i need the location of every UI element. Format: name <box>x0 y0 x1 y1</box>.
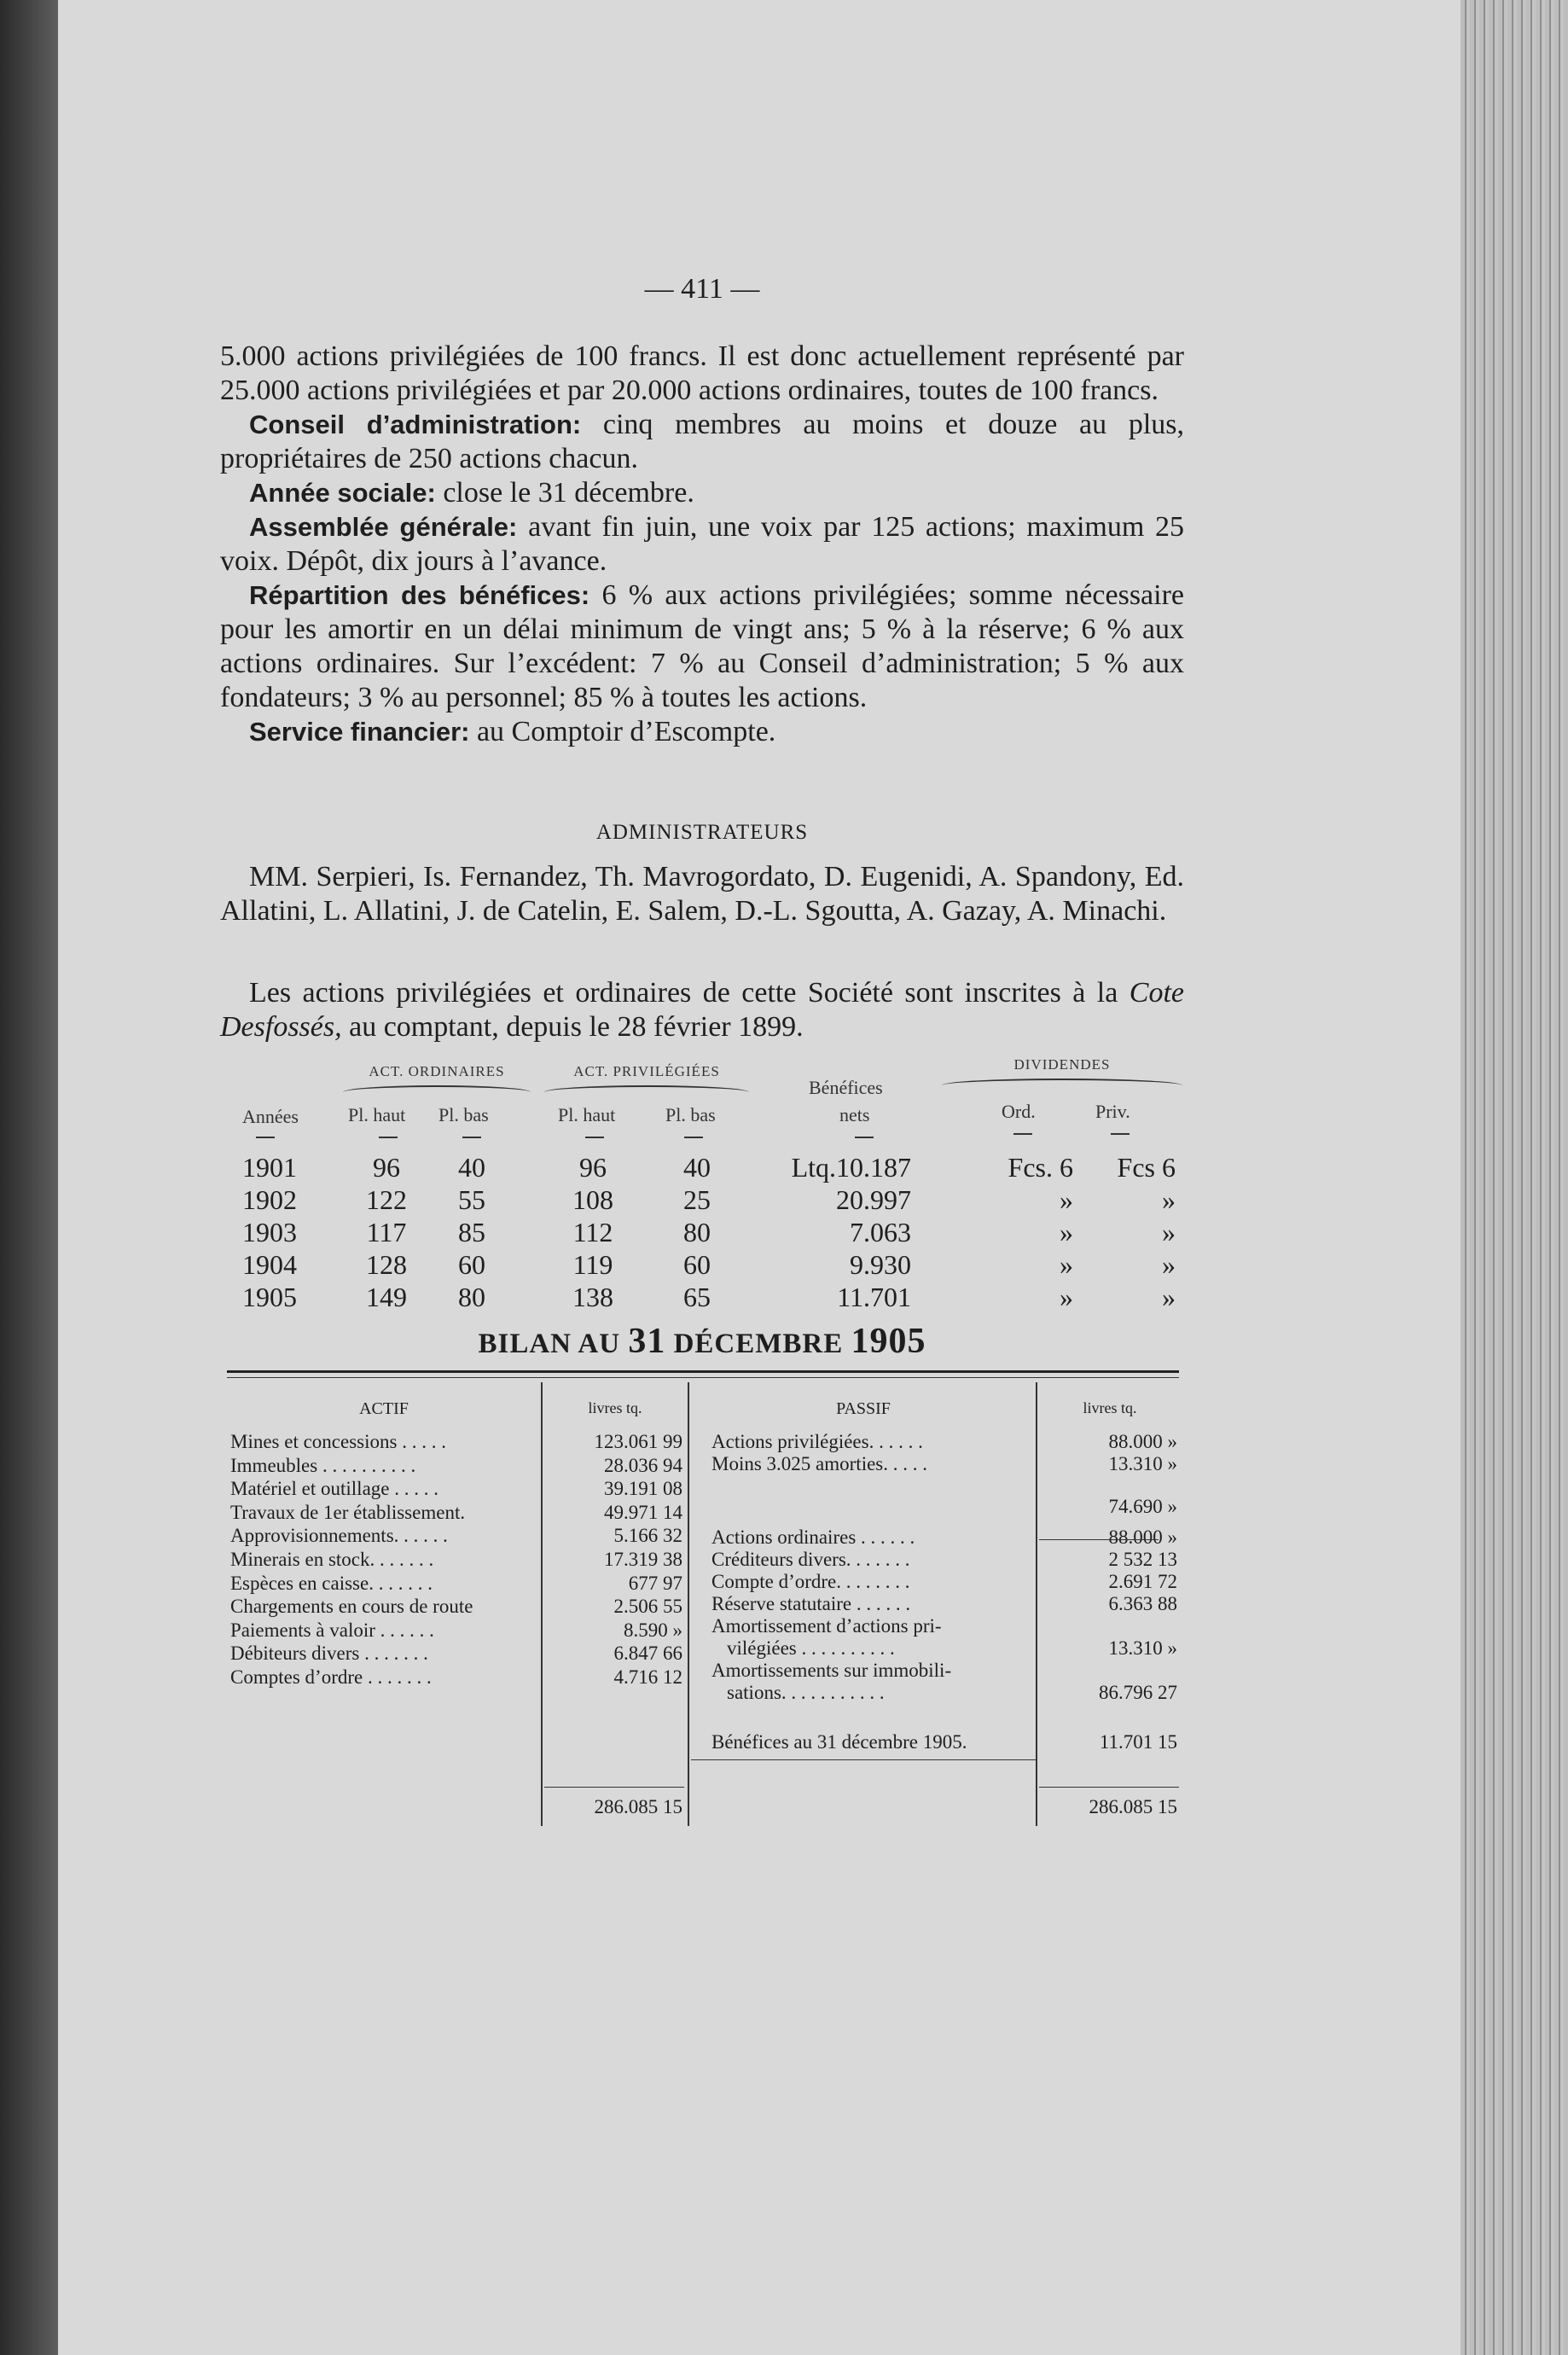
bilan-title-prefix: BILAN AU <box>478 1329 629 1359</box>
cell-priv-haut: 108 <box>572 1184 613 1215</box>
actif-value: 49.971 14 <box>604 1501 682 1523</box>
actif-value: 17.319 38 <box>604 1549 682 1570</box>
passif-value: 13.310 » <box>1108 1453 1177 1474</box>
cell-div-priv: Fcs 6 <box>1117 1152 1176 1183</box>
passif-label: Réserve statutaire . . . . . . <box>711 1593 911 1614</box>
actif-value: 8.590 » <box>624 1619 682 1641</box>
passif-header: PASSIF <box>836 1399 891 1418</box>
actif-label: Travaux de 1er établissement. <box>230 1501 466 1523</box>
passif-label: Actions privilégiées. . . . . . <box>711 1431 923 1452</box>
actif-label: Immeubles . . . . . . . . . . <box>230 1454 416 1476</box>
cell-ord-bas: 60 <box>458 1249 485 1280</box>
passif-label: sations. . . . . . . . . . . <box>727 1682 885 1703</box>
group-ordinaires: ACT. ORDINAIRES <box>369 1063 505 1079</box>
passif-value: 11.701 15 <box>1099 1731 1177 1753</box>
dash <box>585 1137 604 1138</box>
annee-line <box>220 477 694 509</box>
cell-benefices: 20.997 <box>836 1184 911 1215</box>
cell-priv-bas: 25 <box>683 1184 711 1215</box>
cell-ord-bas: 40 <box>458 1152 485 1183</box>
cell-div-ord: » <box>1060 1282 1073 1312</box>
cell-priv-bas: 40 <box>683 1152 711 1183</box>
cell-ord-haut: 117 <box>366 1217 407 1247</box>
passif-label: Bénéfices au 31 décembre 1905. <box>711 1731 967 1753</box>
cell-div-ord: » <box>1060 1249 1073 1280</box>
service-line <box>220 716 775 747</box>
cell-ord-bas: 85 <box>458 1217 485 1247</box>
bilan-title <box>220 1321 1184 1362</box>
history-row <box>220 1249 1184 1283</box>
actif-value: 39.191 08 <box>604 1478 682 1500</box>
actif-label: Paiements à valoir . . . . . . <box>230 1619 434 1641</box>
actif-label: Chargements en cours de route <box>230 1596 473 1618</box>
cell-priv-bas: 65 <box>683 1282 711 1312</box>
cell-div-ord: » <box>1060 1184 1073 1215</box>
bilan-top-rule-thin <box>227 1377 1179 1378</box>
dash <box>1013 1133 1032 1135</box>
bilan-top-rule <box>227 1370 1179 1373</box>
cell-ord-haut: 128 <box>366 1249 407 1280</box>
cell-priv-haut: 112 <box>572 1217 613 1247</box>
repartition-line <box>220 579 1184 713</box>
passif-label: Compte d’ordre. . . . . . . . <box>711 1571 910 1592</box>
conseil-line <box>220 409 1184 474</box>
assemblee-label: Assemblée générale: <box>249 512 518 542</box>
administrateurs-names: MM. Serpieri, Is. Fernandez, Th. Mavrogordato, D. Eugenidi, A. Spandony, Ed. Allatini, L. Allatini, J. de Catelin, E. Salem, D.-L. Sgoutta, A. Gazay, A. Minachi. <box>220 861 1184 927</box>
actif-label: Espèces en caisse. . . . . . . <box>230 1572 433 1594</box>
actif-total-rule <box>544 1787 684 1788</box>
actif-label: Débiteurs divers . . . . . . . <box>230 1643 428 1665</box>
administrateurs-heading: ADMINISTRATEURS <box>595 821 809 844</box>
dash <box>462 1137 481 1138</box>
brace-dividendes <box>942 1079 1182 1092</box>
cell-ord-bas: 55 <box>458 1184 485 1215</box>
service-label: Service financier: <box>249 717 470 747</box>
intro-text: 5.000 actions privilégiées de 100 francs. Il est donc actuellement représenté par 25.000 actions privilégiées et par 20.000 actions ordinaires, toutes de 100 francs. <box>220 340 1184 406</box>
passif-bottom-rule <box>691 1759 1036 1760</box>
cote-before: Les actions privilégiées et ordinaires de cette Société sont inscrites à la <box>249 977 1130 1009</box>
cell-benefices: 11.701 <box>837 1282 911 1312</box>
cell-benefices: 7.063 <box>850 1217 911 1247</box>
col-pl-haut-priv: Pl. haut <box>558 1104 616 1125</box>
passif-unit: livres tq. <box>1083 1399 1137 1416</box>
passif-subtotal-rule <box>1039 1539 1159 1540</box>
cell-div-priv: » <box>1162 1282 1176 1312</box>
brace-ordinaires <box>343 1085 531 1099</box>
passif-label: Amortissement d’actions pri- <box>711 1615 942 1637</box>
cell-priv-haut: 96 <box>579 1152 607 1183</box>
dash <box>379 1137 398 1138</box>
page-edges <box>1461 0 1568 2355</box>
cell-priv-haut: 138 <box>572 1282 613 1312</box>
actif-value: 123.061 99 <box>594 1431 682 1452</box>
cell-year: 1904 <box>242 1249 297 1280</box>
cote-italic: Cote Desfossés, <box>220 977 1184 1043</box>
passif-value: 88.000 » <box>1108 1526 1177 1548</box>
repartition-text: 6 % aux actions privilégiées; somme nécessaire pour les amortir en un délai minimum de vingt ans; 5 % à la réserve; 6 % aux actions ordinaires. Sur l’excédent: 7 % au Conseil d’administration; 5 % aux fondateurs; 3 % au personnel; 85 % à toutes les actions. <box>220 579 1184 713</box>
cell-div-ord: » <box>1060 1217 1073 1247</box>
history-row <box>220 1152 1184 1186</box>
page-number: — 411 — <box>644 273 760 305</box>
cell-year: 1903 <box>242 1217 297 1247</box>
col-pl-haut-ord: Pl. haut <box>348 1104 406 1125</box>
cell-div-ord: Fcs. 6 <box>1008 1152 1073 1183</box>
actif-value: 28.036 94 <box>604 1454 682 1476</box>
cell-year: 1905 <box>242 1282 297 1312</box>
cote-after: au comptant, depuis le 28 février 1899. <box>341 1011 804 1043</box>
actif-value: 5.166 32 <box>613 1525 682 1547</box>
cell-benefices: Ltq.10.187 <box>791 1152 911 1183</box>
passif-value: 88.000 » <box>1108 1431 1177 1452</box>
passif-label: Créditeurs divers. . . . . . . <box>711 1549 910 1570</box>
col-pl-bas-ord: Pl. bas <box>438 1104 489 1125</box>
history-row <box>220 1217 1184 1251</box>
bilan-title-day: 31 <box>628 1322 666 1361</box>
actif-total: 286.085 15 <box>594 1796 682 1817</box>
col-ord: Ord. <box>1002 1101 1036 1122</box>
actif-label: Mines et concessions . . . . . <box>230 1431 446 1452</box>
cell-year: 1902 <box>242 1184 297 1215</box>
history-row <box>220 1184 1184 1218</box>
cell-div-priv: » <box>1162 1217 1176 1247</box>
dash <box>256 1137 275 1138</box>
cell-priv-haut: 119 <box>572 1249 613 1280</box>
passif-value: 86.796 27 <box>1099 1682 1177 1703</box>
cell-ord-haut: 96 <box>373 1152 400 1183</box>
bilan-divider-center <box>688 1382 689 1826</box>
actif-value: 677 97 <box>628 1572 682 1594</box>
cell-ord-bas: 80 <box>458 1282 485 1312</box>
cell-priv-bas: 80 <box>683 1217 711 1247</box>
actif-label: Comptes d’ordre . . . . . . . <box>230 1666 432 1688</box>
actif-label: Minerais en stock. . . . . . . <box>230 1549 434 1570</box>
cell-ord-haut: 122 <box>366 1184 407 1215</box>
actif-label: Matériel et outillage . . . . . <box>230 1478 438 1500</box>
cell-priv-bas: 60 <box>683 1249 711 1280</box>
annee-label: Année sociale: <box>249 478 436 508</box>
actif-header: ACTIF <box>359 1399 409 1418</box>
intro-paragraph <box>220 340 1184 749</box>
cote-paragraph <box>220 976 1184 1044</box>
actif-label: Approvisionnements. . . . . . <box>230 1525 448 1547</box>
bilan-title-year: 1905 <box>851 1322 926 1361</box>
history-row <box>220 1282 1184 1316</box>
actif-value: 6.847 66 <box>613 1643 682 1665</box>
dash <box>1111 1133 1130 1135</box>
assemblee-text: avant fin juin, une voix par 125 actions; maximum 25 voix. Dépôt, dix jours à l’avance. <box>220 511 1185 577</box>
col-annees: Années <box>242 1106 299 1127</box>
group-dividendes: DIVIDENDES <box>1013 1056 1111 1073</box>
actif-value: 4.716 12 <box>613 1666 682 1688</box>
annee-text: close le 31 décembre. <box>435 477 694 509</box>
service-text: au Comptoir d’Escompte. <box>469 716 776 747</box>
actif-unit: livres tq. <box>588 1399 642 1416</box>
passif-value: 6.363 88 <box>1108 1593 1177 1614</box>
conseil-label: Conseil d’administration: <box>249 410 582 439</box>
repartition-label: Répartition des bénéfices: <box>249 580 590 610</box>
bilan-title-month: DÉCEMBRE <box>665 1329 851 1359</box>
passif-label: vilégiées . . . . . . . . . . <box>727 1637 895 1659</box>
col-pl-bas-priv: Pl. bas <box>665 1104 716 1125</box>
col-benefices: Bénéfices <box>809 1077 883 1098</box>
passif-label: Actions ordinaires . . . . . . <box>711 1526 915 1548</box>
actif-value: 2.506 55 <box>613 1596 682 1618</box>
cell-year: 1901 <box>242 1152 297 1183</box>
cell-div-priv: » <box>1162 1184 1176 1215</box>
brace-privilegiees <box>544 1085 749 1099</box>
conseil-text: cinq membres au moins et douze au plus, propriétaires de 250 actions chacun. <box>220 409 1185 474</box>
passif-value: 13.310 » <box>1108 1637 1177 1659</box>
passif-total: 286.085 15 <box>1089 1796 1177 1817</box>
binding-gutter <box>0 0 58 2355</box>
col-benefices-nets: nets <box>839 1104 870 1125</box>
group-privilegiees: ACT. PRIVILÉGIÉES <box>573 1063 720 1079</box>
page-content <box>220 0 1184 2355</box>
assemblee-line <box>220 511 1184 577</box>
passif-total-rule <box>1039 1787 1179 1788</box>
passif-value: 74.690 » <box>1108 1496 1177 1517</box>
passif-value: 2.691 72 <box>1108 1571 1177 1592</box>
passif-value: 2 532 13 <box>1108 1549 1177 1570</box>
passif-label: Amortissements sur immobili- <box>711 1660 952 1681</box>
cell-benefices: 9.930 <box>850 1249 911 1280</box>
cell-div-priv: » <box>1162 1249 1176 1280</box>
col-priv: Priv. <box>1095 1101 1130 1122</box>
passif-label: Moins 3.025 amorties. . . . . <box>711 1453 927 1474</box>
cell-ord-haut: 149 <box>366 1282 407 1312</box>
dash <box>684 1137 703 1138</box>
dash <box>855 1137 874 1138</box>
